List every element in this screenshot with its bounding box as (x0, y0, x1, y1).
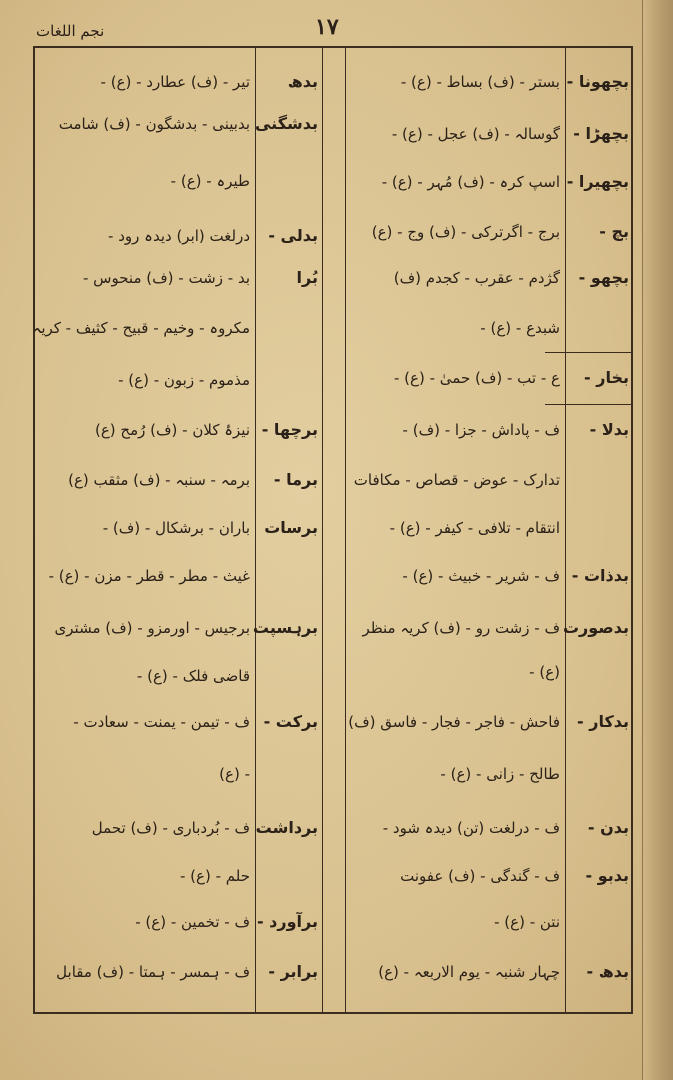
headword: برہسپت (252, 618, 318, 637)
definition-line: مکروہ - وخیم - قبیح - کثیف - کریہ (32, 319, 250, 337)
headword: بدن - (587, 818, 629, 837)
definition-line: بد - زشت - (ف) منحوس - (83, 269, 250, 287)
headword: بدھ - (586, 962, 629, 981)
definition-line: درلغت (ابر) دیدہ رود - (108, 227, 250, 245)
definition-line: طالح - زانی - (ع) - (440, 765, 560, 783)
definition-line: شبدع - (ع) - (480, 319, 560, 337)
headword: بچھیرا - (566, 172, 629, 191)
headword: بدذات - (571, 566, 629, 585)
headword: برما - (273, 470, 318, 489)
definition-line: قاضی فلک - (ع) - (136, 667, 250, 685)
right-column-divider (565, 46, 566, 1014)
headword: برچھا - (261, 420, 318, 439)
headword: بدصورت (562, 618, 629, 637)
definition-line: - (ع) (219, 765, 250, 783)
headword: بچھونا - (566, 72, 629, 91)
left-column-divider (255, 46, 256, 1014)
headword: بچھو - (578, 268, 629, 287)
definition-line: باران - برشکال - (ف) - (102, 519, 250, 537)
page-number: ۱۷ (315, 14, 339, 40)
definition-line: غیث - مطر - قطر - مزن - (ع) - (48, 567, 250, 585)
definition-line: طیرہ - (ع) - (170, 172, 250, 190)
definition-line: اسپ کرہ - (ف) مُہر - (ع) - (381, 173, 560, 191)
headword: بدشگنی (254, 114, 318, 133)
definition-line: تیر - (ف) عطارد - (ع) - (100, 73, 250, 91)
definition-line: ف - بُردباری - (ف) تحمل (91, 819, 250, 837)
definition-line: برجیس - اورمزو - (ف) مشتری (54, 619, 250, 637)
definition-line: ف - تیمن - یمنت - سعادت - (73, 713, 250, 731)
headword: بدھ (287, 72, 318, 91)
headword: بچ - (599, 222, 629, 241)
definition-line: بدبینی - بدشگون - (ف) شامت (58, 115, 250, 133)
definition-line: ف - شریر - خبیث - (ع) - (402, 567, 560, 585)
definition-line: نتن - (ع) - (494, 913, 560, 931)
definition-line: (ع) - (529, 663, 560, 681)
center-gutter-left (322, 46, 323, 1014)
definition-line: ف - پاداش - جزا - (ف) - (402, 421, 560, 439)
definition-line: ف - زشت رو - (ف) کریہ منظر (362, 619, 560, 637)
headword: بدکار - (577, 712, 629, 731)
headword: برسات (264, 518, 318, 537)
definition-line: گوسالہ - (ف) عجل - (ع) - (391, 125, 560, 143)
running-header: نجم اللغات (36, 22, 105, 40)
definition-line: مذموم - زبون - (ع) - (118, 371, 250, 389)
adjacent-page-edge (642, 0, 673, 1080)
definition-line: گژدم - عقرب - کجدم (ف) (393, 269, 560, 287)
definition-line: انتقام - تلافی - کیفر - (ع) - (389, 519, 560, 537)
headword: بچھڑا - (573, 124, 629, 143)
definition-line: چہار شنبہ - یوم الاربعہ - (ع) (378, 963, 560, 981)
headword: بدلا - (589, 420, 629, 439)
row-divider (545, 404, 633, 405)
definition-line: ع - تب - (ف) حمیٰ - (ع) - (393, 369, 560, 387)
headword: بدلی - (268, 226, 318, 245)
definition-line: ف - تخمین - (ع) - (135, 913, 250, 931)
definition-line: ف - گندگی - (ف) عفونت (400, 867, 560, 885)
headword: بدبو - (585, 866, 629, 885)
headword: بخار - (584, 368, 629, 387)
definition-line: حلم - (ع) - (179, 867, 250, 885)
headword: برداشت (255, 818, 318, 837)
definition-line: ف - ہمسر - ہمتا - (ف) مقابل (56, 963, 250, 981)
headword: برآورد - (256, 912, 318, 931)
definition-line: برج - اگرترکی - (ف) وج - (ع) (371, 223, 560, 241)
headword: بُرا (296, 268, 318, 287)
definition-line: تدارک - عوض - قصاص - مکافات (353, 471, 560, 489)
row-divider (545, 352, 633, 353)
definition-line: ف - درلغت (تن) دیدہ شود - (382, 819, 560, 837)
definition-line: بستر - (ف) بساط - (ع) - (400, 73, 560, 91)
definition-line: برمہ - سنبہ - (ف) مثقب (ع) (68, 471, 250, 489)
definition-line: نیزۂ کلان - (ف) رُمح (ع) (95, 421, 250, 439)
headword: برکت - (263, 712, 318, 731)
definition-line: فاحش - فاجر - فجار - فاسق (ف) (348, 713, 560, 731)
headword: برابر - (268, 962, 318, 981)
center-gutter-right (345, 46, 346, 1014)
